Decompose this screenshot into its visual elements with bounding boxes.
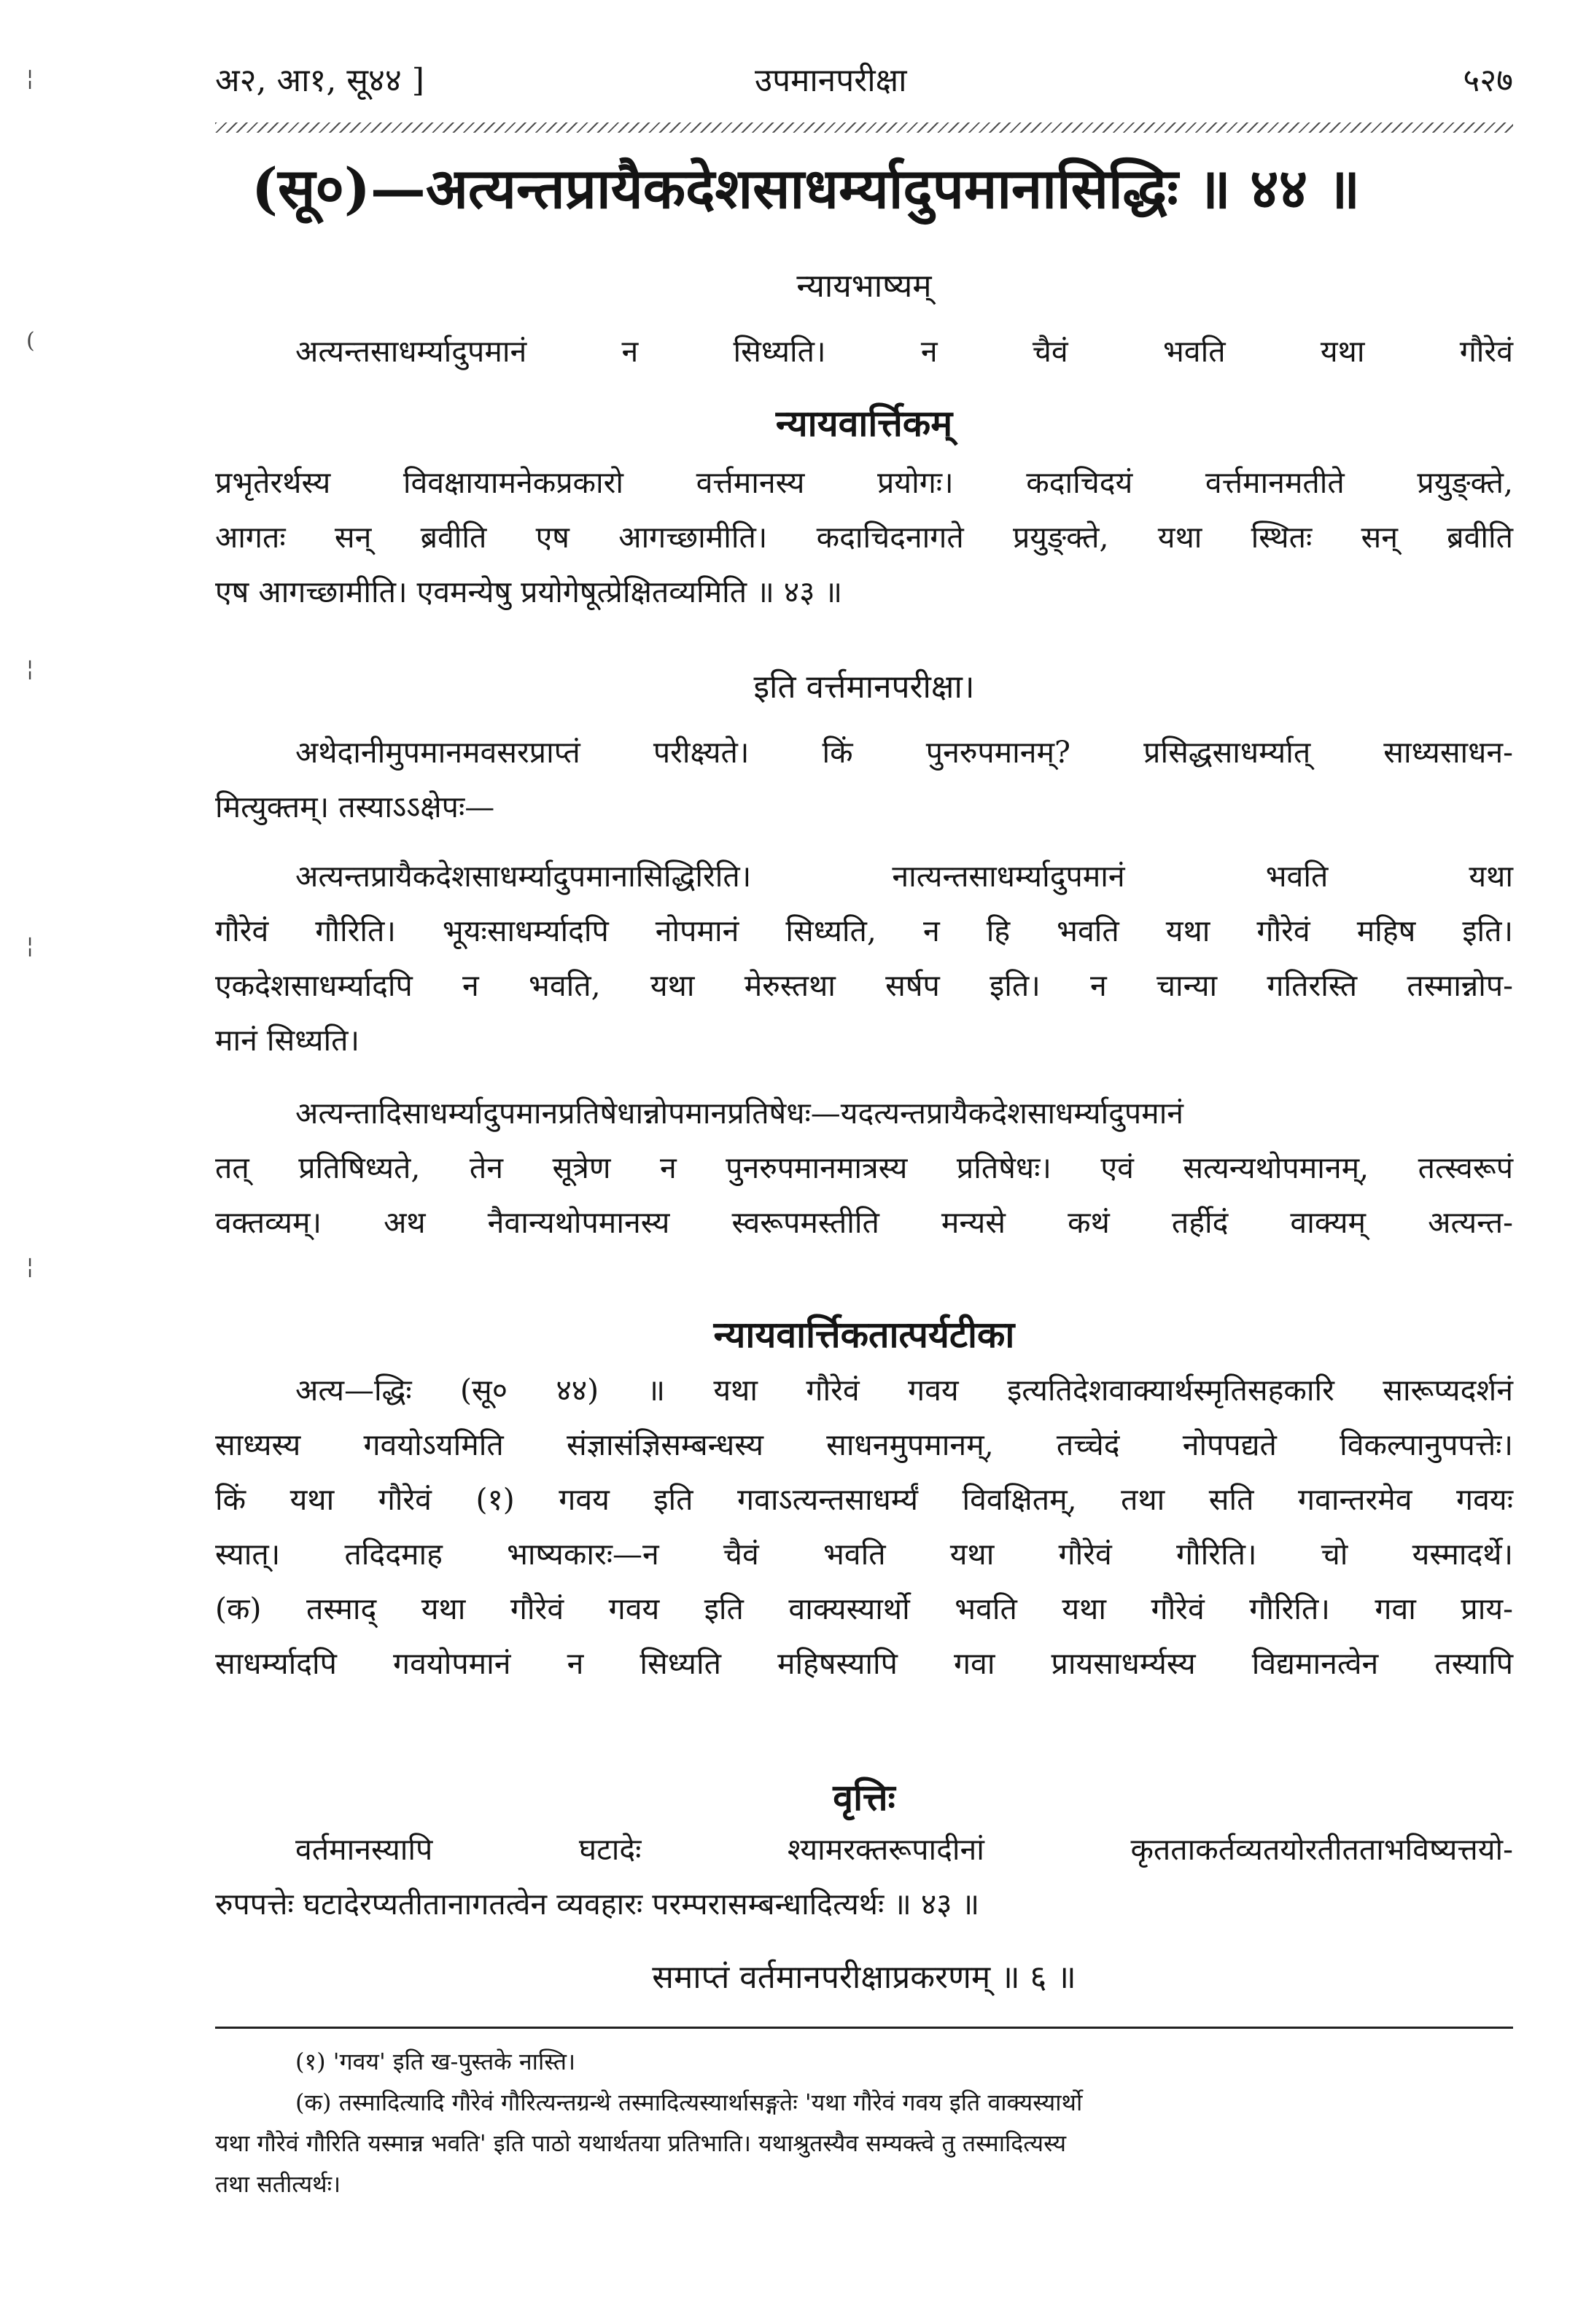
sutra-heading: (सू०)—अत्यन्तप्रायैकदेशसाधर्म्यादुपमानासिद्धिः ॥ ४४ ॥: [252, 156, 1361, 221]
tatparyatika-text: [215, 1363, 1513, 1691]
footnote: (क) तस्मादित्यादि गौरेवं गौरित्यन्तग्रन्थे तस्मादित्यस्यार्थासङ्गतेः 'यथा गौरेवं गवय इति वाक्यस्यार्थो: [295, 2089, 1083, 2116]
text-line: मित्युक्तम्। तस्याऽऽक्षेपः—: [215, 789, 495, 824]
text-line: साधर्म्यादपि गवयोपमानं न सिध्यति महिषस्यापि गवा प्रायसाधर्म्यस्य विद्यमानत्वेन तस्यापि: [215, 1646, 1513, 1681]
footnote: (१) 'गवय' इति ख-पुस्तके नास्ति।: [295, 2048, 576, 2075]
text-line: एष आगच्छामीति। एवमन्येषु प्रयोगेषूत्प्रेक्षितव्यमिति ॥ ४३ ॥: [215, 574, 843, 609]
tatparyatika-title: न्यायवार्त्तिकतात्पर्यटीका: [713, 1313, 1015, 1356]
footnotes: [215, 2041, 1513, 2204]
vritti-text: [215, 1822, 1513, 1932]
footnote-continuation: तथा सतीत्यर्थः।: [215, 2170, 341, 2198]
margin-mark: ¦: [26, 656, 34, 682]
text-line: वक्तव्यम्। अथ नैवान्यथोपमानस्य स्वरूपमस्तीति मन्यसे कथं तर्हीदं वाक्यम् अत्यन्त-: [215, 1205, 1513, 1240]
text-line: गौरेवं गौरिति। भूयःसाधर्म्यादपि नोपमानं सिध्यति, न हि भवति यथा गौरेवं महिष इति।: [215, 913, 1513, 948]
margin-mark: ¦: [26, 933, 34, 959]
text-line: प्रभृतेरर्थस्य विवक्षायामनेकप्रकारो वर्त्तमानस्य प्रयोगः। कदाचिदयं वर्त्तमानमतीते प्रयुङ्क्ते,: [215, 465, 1513, 500]
nyayabhashyam-text: [215, 324, 1513, 379]
paragraph-akshepa: [215, 849, 1513, 1068]
margin-mark: ¦: [26, 1254, 34, 1279]
nyayavartikam-text: [215, 456, 1513, 620]
margin-mark: ¦: [26, 66, 34, 91]
header-wavy-divider: [215, 122, 1513, 133]
text-line: अत्य—द्धिः (सू० ४४) ॥ यथा गौरेवं गवय इत्यतिदेशवाक्यार्थस्मृतिसहकारि सारूप्यदर्शनं: [295, 1373, 1513, 1408]
text-line: अत्यन्तसाधर्म्यादुपमानं न सिध्यति। न चैवं भवति यथा गौरेवं: [295, 334, 1513, 369]
margin-mark: (: [26, 328, 35, 354]
text-line: वर्तमानस्यापि घटादेः श्यामरक्तरूपादीनां कृतताकर्तव्यतयोरतीतताभविष्यत्तयो-: [295, 1832, 1513, 1867]
page-number: ५२७: [1463, 62, 1513, 99]
running-header: [215, 57, 1513, 108]
text-line: किं यथा गौरेवं (१) गवय इति गवाऽत्यन्तसाधर्म्यं विवक्षितम्, तथा सति गवान्तरमेव गवयः: [215, 1482, 1513, 1517]
prakarana-closing: समाप्तं वर्तमानपरीक्षाप्रकरणम् ॥ ६ ॥: [652, 1959, 1076, 1996]
header-section-ref: अ२, आ१, सू४४ ]: [215, 62, 424, 99]
footnote-divider: [215, 2027, 1513, 2029]
text-line: अत्यन्तादिसाधर्म्यादुपमानप्रतिषेधान्नोपमानप्रतिषेधः—यदत्यन्तप्रायैकदेशसाधर्म्यादुपमानं: [295, 1096, 1184, 1131]
text-line: अत्यन्तप्रायैकदेशसाधर्म्यादुपमानासिद्धिरिति। नात्यन्तसाधर्म्यादुपमानं भवति यथा: [295, 859, 1513, 894]
text-line: एकदेशसाधर्म्यादपि न भवति, यथा मेरुस्तथा सर्षप इति। न चान्या गतिरस्ति तस्मान्नोप-: [215, 968, 1513, 1003]
text-line: तत् प्रतिषिध्यते, तेन सूत्रेण न पुनरुपमानमात्रस्य प्रतिषेधः। एवं सत्यन्यथोपमानम्, तत्स्वरूपं: [215, 1150, 1513, 1185]
paragraph-samadhana: [215, 1086, 1513, 1250]
nyayabhashyam-title: न्यायभाष्यम्: [796, 268, 932, 305]
header-title: उपमानपरीक्षा: [755, 62, 907, 99]
text-line: रुपपत्तेः घटादेरप्यतीतानागतत्वेन व्यवहारः परम्परासम्बन्धादित्यर्थः ॥ ४३ ॥: [215, 1887, 980, 1922]
vritti-title: वृत्तिः: [833, 1776, 895, 1819]
text-line: साध्यस्य गवयोऽयमिति संज्ञासंज्ञिसम्बन्धस्य साधनमुपमानम्, तच्चेदं नोपपद्यते विकल्पानुपपत्तेः।: [215, 1427, 1513, 1462]
section-end-note: इति वर्त्तमानपरीक्षा।: [753, 668, 975, 706]
text-line: स्यात्। तदिदमाह भाष्यकारः—न चैवं भवति यथा गौरेवं गौरिति। चो यस्मादर्थे।: [215, 1537, 1513, 1572]
paragraph-upamana-intro: [215, 725, 1513, 835]
text-line: आगतः सन् ब्रवीति एष आगच्छामीति। कदाचिदनागते प्रयुङ्क्ते, यथा स्थितः सन् ब्रवीति: [215, 520, 1513, 555]
text-line: मानं सिध्यति।: [215, 1023, 359, 1058]
nyayavartikam-title: न्यायवार्त्तिकम्: [775, 402, 953, 445]
text-line: अथेदानीमुपमानमवसरप्राप्तं परीक्ष्यते। किं पुनरुपमानम्? प्रसिद्धसाधर्म्यात् साध्यसाधन-: [295, 735, 1513, 770]
text-line: (क) तस्माद् यथा गौरेवं गवय इति वाक्यस्यार्थो भवति यथा गौरेवं गौरिति। गवा प्राय-: [215, 1591, 1513, 1626]
footnote-continuation: यथा गौरेवं गौरिति यस्मान्न भवति' इति पाठो यथार्थतया प्रतिभाति। यथाश्रुतस्यैव सम्यक्त्वे तु तस्मादित्यस्य: [215, 2129, 1067, 2157]
